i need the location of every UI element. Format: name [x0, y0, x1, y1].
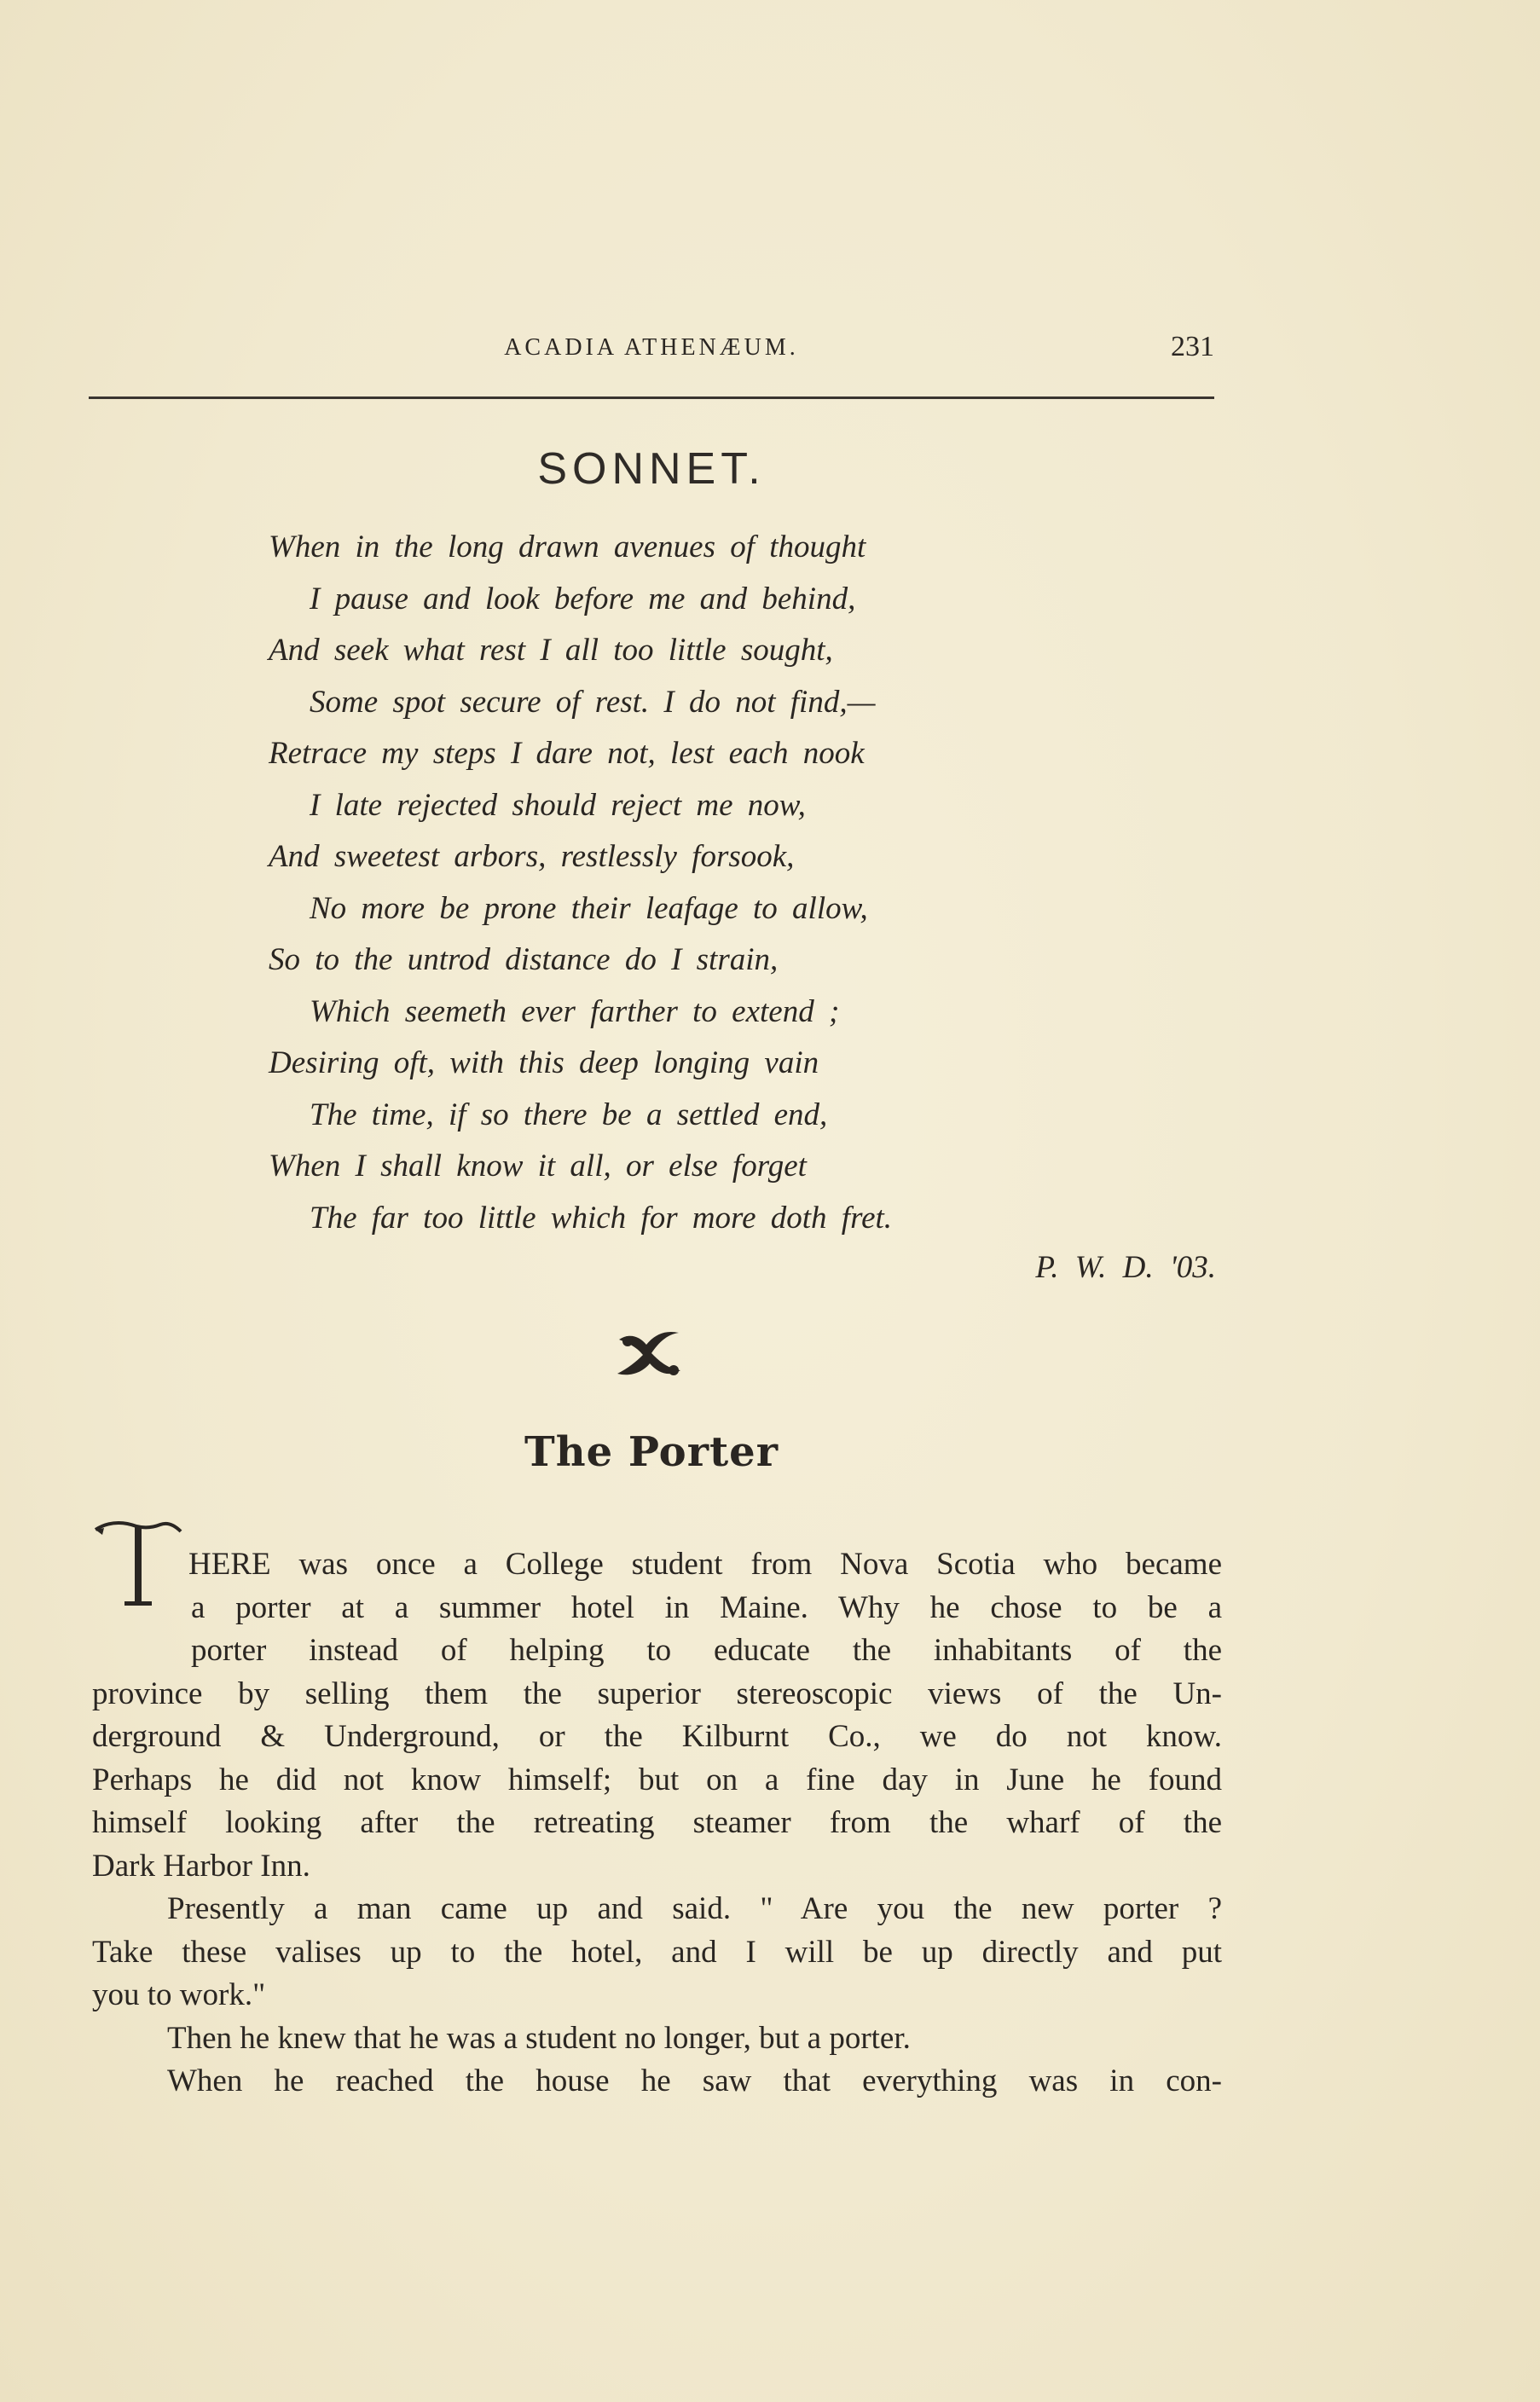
article-line: a porter at a summer hotel in Maine. Why he chose to be a [191, 1589, 1222, 1625]
poem-signature: P. W. D. '03. [1035, 1250, 1216, 1285]
poem-line: No more be prone their leafage to allow, [310, 890, 868, 926]
poem-line: When in the long drawn avenues of thought [269, 530, 866, 564]
article-line: Dark Harbor Inn. [92, 1848, 310, 1884]
article-body [92, 1543, 1222, 2104]
article-line: Take these valises up to the hotel, and I will be up directly and put [92, 1934, 1222, 1970]
running-title: ACADIA ATHENÆUM. [504, 334, 799, 361]
poem-line: Desiring oft, with this deep longing vain [269, 1045, 819, 1080]
poem-line: When I shall know it all, or else forget [269, 1149, 807, 1184]
header-rule [89, 396, 1214, 399]
sonnet [269, 522, 1121, 1244]
article-line: When he reached the house he saw that everything was in con- [167, 2063, 1222, 2098]
article-line: himself looking after the retreating steamer from the wharf of the [92, 1805, 1222, 1840]
poem-line: So to the untrod distance do I strain, [269, 942, 779, 977]
poem-line: Which seemeth ever farther to extend ; [310, 993, 840, 1029]
article-line: you to work." [92, 1977, 266, 2012]
article-title: The Porter [524, 1428, 779, 1476]
poem-line: The far too little which for more doth fret. [310, 1200, 893, 1236]
article-line: derground & Underground, or the Kilburnt Co., we do not know. [92, 1719, 1222, 1754]
running-header [89, 331, 1214, 365]
article-line: Perhaps he did not know himself; but on a fine day in June he found [92, 1762, 1222, 1797]
article-line: HERE was once a College student from Nova Scotia who became [188, 1547, 1222, 1582]
article-line: Then he knew that he was a student no longer, but a porter. [167, 2020, 911, 2056]
page-number: 231 [1171, 331, 1214, 362]
poem-line: Retrace my steps I dare not, lest each nook [269, 736, 865, 771]
ornament-icon [611, 1324, 687, 1384]
poem-line: And seek what rest I all too little sought, [269, 633, 833, 668]
article-line: Presently a man came up and said. " Are you the new porter ? [167, 1891, 1222, 1926]
poem-line: Some spot secure of rest. I do not find,— [310, 684, 876, 720]
article-line: province by selling them the superior stereoscopic views of the Un- [92, 1676, 1222, 1711]
poem-line: And sweetest arbors, restlessly forsook, [269, 839, 795, 874]
poem-line: I late rejected should reject me now, [310, 787, 806, 823]
poem-title: SONNET. [537, 444, 766, 494]
article-line: porter instead of helping to educate the inhabitants of the [191, 1633, 1222, 1668]
poem-line: The time, if so there be a settled end, [310, 1097, 828, 1132]
poem-line: I pause and look before me and behind, [310, 581, 856, 616]
